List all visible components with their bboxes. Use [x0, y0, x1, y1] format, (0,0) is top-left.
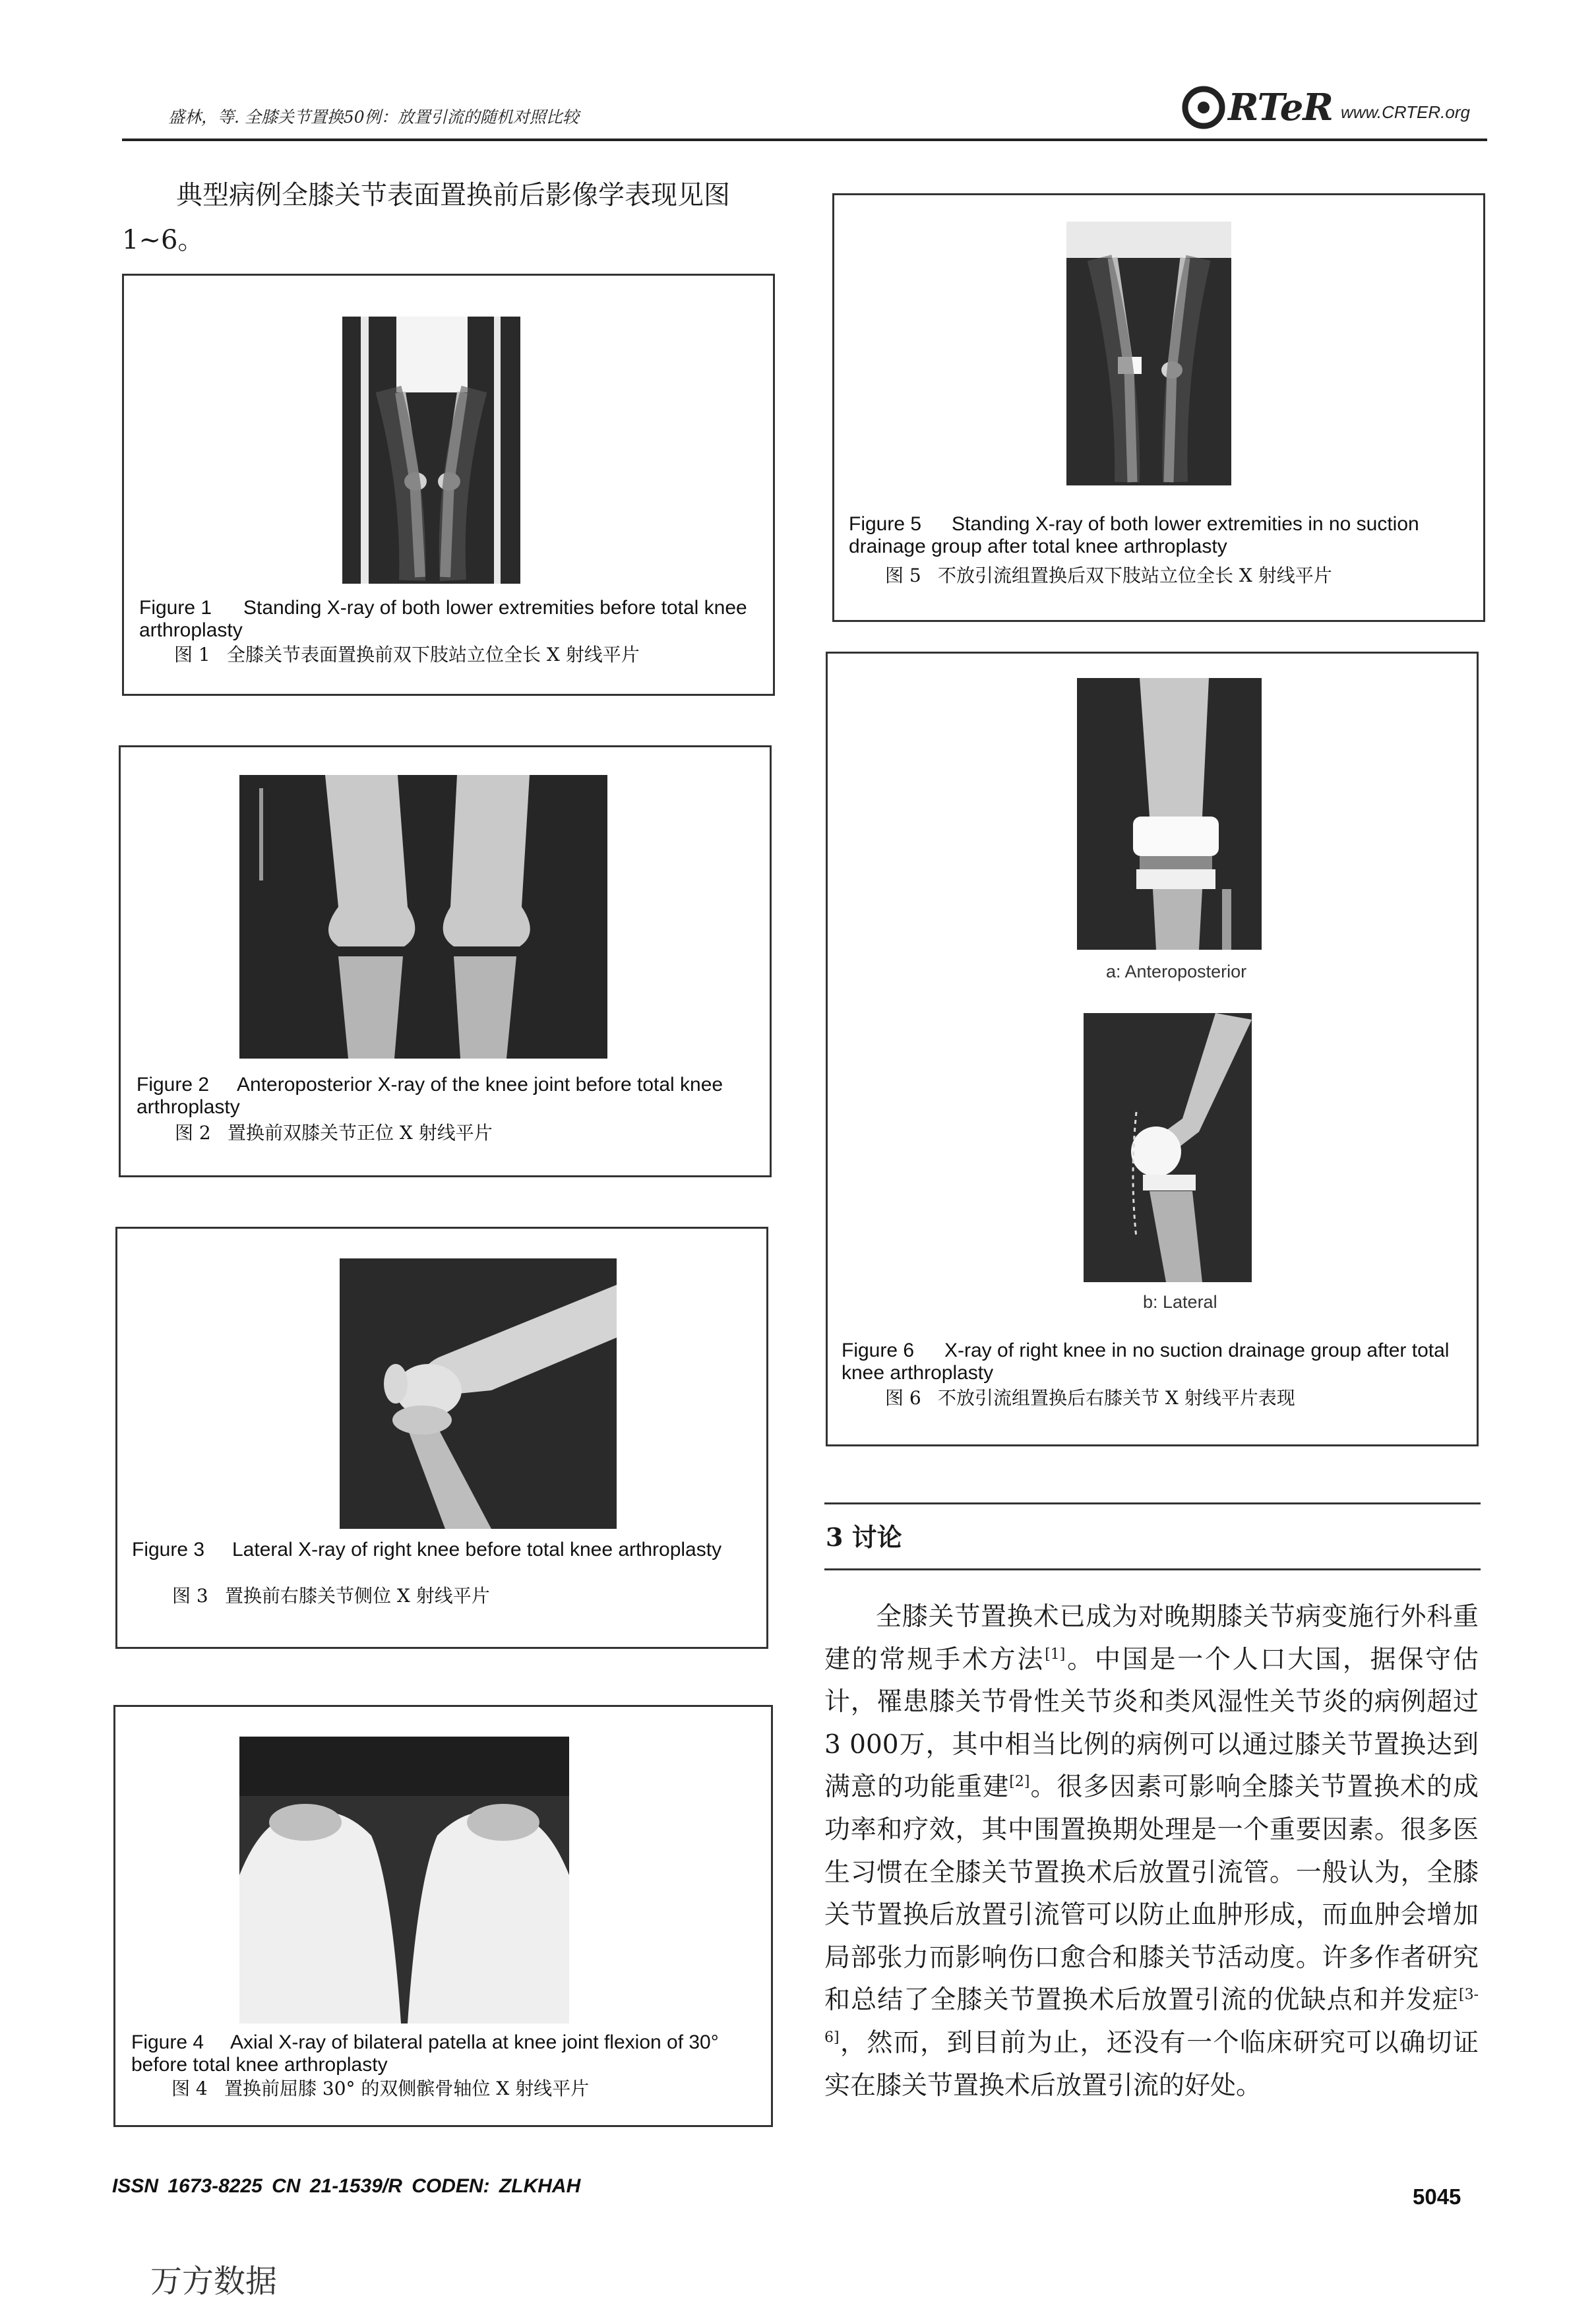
reference-1[interactable]: [1] — [1045, 1646, 1066, 1663]
figure-6-label-zh: 图 6 — [885, 1387, 921, 1409]
figure-3-label-zh: 图 3 — [172, 1585, 208, 1607]
figure-4-caption-en — [131, 2031, 764, 2076]
discussion-text-4: ，然而，到目前为止，还没有一个临床研究可以确切证实在膝关节置换术后放置引流的好处。 — [824, 2027, 1479, 2101]
reference-3-6[interactable]: [3-6] — [824, 1987, 1479, 2046]
section-rule-bottom — [824, 1568, 1481, 1570]
figure-6a-image — [1077, 678, 1262, 950]
figure-4-caption-text: Axial X-ray of bilateral patella at knee joint flexion of 30° before total knee arthroplasty — [131, 2031, 719, 2076]
figure-6b-label: b: Lateral — [1143, 1292, 1217, 1312]
figure-5-caption-text: Standing X-ray of both lower extremities in no suction drainage group after total knee arthroplasty — [849, 513, 1419, 557]
xray-patella-axial-icon — [239, 1737, 569, 2024]
figure-5-caption-en — [849, 513, 1482, 558]
figure-1-caption-zh-text: 全膝关节表面置换前双下肢站立位全长 X 射线平片 — [227, 644, 640, 665]
figure-1-image — [342, 317, 520, 584]
figure-1-label-en: Figure 1 — [139, 597, 212, 619]
figure-1-label-zh: 图 1 — [174, 644, 210, 665]
figure-1 — [122, 274, 775, 696]
intro-paragraph: 典型病例全膝关节表面置换前后影像学表现见图1~6。 — [122, 180, 730, 255]
figure-1-caption-text: Standing X-ray of both lower extremities before total knee arthroplasty — [139, 597, 747, 641]
figure-2-caption-zh-text: 置换前双膝关节正位 X 射线平片 — [228, 1122, 493, 1144]
discussion-paragraph — [824, 1596, 1479, 2107]
footer-issn: ISSN 1673-8225 CN 21-1539/R CODEN: ZLKHAH — [112, 2175, 581, 2197]
figure-3-caption-text: Lateral X-ray of right knee before total knee arthroplasty — [232, 1539, 722, 1560]
figure-2 — [119, 745, 772, 1177]
discussion-text-3: 。很多因素可影响全膝关节置换术的成功率和疗效，其中围置换期处理是一个重要因素。很多医生习惯在全膝关节置换术后放置引流管。一般认为，全膝关节置换后放置引流管可以防止血肿形成，而血肿会增加局部张力而影响伤口愈合和膝关节活动度。许多作者研究和总结了全膝关节置换术后放置引流的优缺点和并发症 — [824, 1772, 1479, 2016]
figure-3-label-en: Figure 3 — [132, 1539, 205, 1560]
section-3-heading: 3 讨论 — [826, 1522, 902, 1552]
figure-5-image — [1066, 222, 1231, 485]
figure-5-label-en: Figure 5 — [849, 513, 922, 535]
figure-4-label-en: Figure 4 — [131, 2031, 204, 2053]
figure-2-caption-zh — [175, 1122, 493, 1144]
page-number: 5045 — [1413, 2184, 1461, 2209]
reference-2[interactable]: [2] — [1009, 1774, 1030, 1791]
figure-5-caption-zh — [885, 565, 1332, 587]
header-rule — [122, 139, 1487, 141]
figure-3-caption-zh-text: 置换前右膝关节侧位 X 射线平片 — [225, 1585, 490, 1607]
figure-1-caption-zh — [174, 644, 640, 666]
wanfang-watermark: 万方数据 — [150, 2263, 278, 2300]
figure-5 — [832, 193, 1485, 622]
xray-knee-lateral-implant-icon — [1084, 1013, 1252, 1282]
figure-4-label-zh: 图 4 — [171, 2078, 208, 2099]
figure-6-label-en: Figure 6 — [842, 1340, 915, 1361]
figure-2-label-zh: 图 2 — [175, 1122, 211, 1144]
section-rule-top — [824, 1502, 1481, 1504]
figure-3-caption-zh — [172, 1585, 490, 1607]
figure-2-label-en: Figure 2 — [137, 1074, 210, 1096]
xray-knee-ap-implant-icon — [1077, 678, 1262, 950]
figure-6 — [826, 652, 1479, 1446]
figure-1-caption-en — [139, 597, 759, 642]
figure-6-caption-text: X-ray of right knee in no suction drainage group after total knee arthroplasty — [842, 1340, 1450, 1384]
xray-standing-legs-icon — [342, 317, 520, 584]
discussion-text-2: 。中国是一个人口大国，据保守估计，罹患膝关节骨性关节炎和类风湿性关节炎的病例超过3 000万，其中相当比例的病例可以通过膝关节置换达到满意的功能重建 — [824, 1644, 1479, 1803]
figure-3-image — [340, 1258, 617, 1529]
running-head: 盛林，等. 全膝关节置换50例：放置引流的随机对照比较 — [168, 108, 579, 127]
figure-6a-label: a: Anteroposterior — [1106, 962, 1247, 981]
figure-5-caption-zh-text: 不放引流组置换后双下肢站立位全长 X 射线平片 — [938, 565, 1332, 586]
xray-knee-lateral-icon — [340, 1258, 617, 1529]
xray-standing-legs-postop-icon — [1066, 222, 1231, 485]
figure-4-caption-zh — [171, 2078, 589, 2100]
journal-logo — [1182, 84, 1470, 131]
xray-knee-ap-icon — [239, 775, 607, 1059]
figure-2-caption-en — [137, 1074, 730, 1119]
crter-logo-icon — [1182, 86, 1225, 129]
figure-3-caption-en — [132, 1539, 725, 1561]
logo-text: RTeR — [1228, 86, 1333, 129]
figure-3 — [115, 1227, 768, 1649]
figure-6b-image — [1084, 1013, 1252, 1282]
journal-url: www.CRTER.org — [1340, 102, 1470, 122]
figure-2-caption-text: Anteroposterior X-ray of the knee joint before total knee arthroplasty — [137, 1074, 723, 1118]
figure-4-image — [239, 1737, 569, 2024]
discussion-text-1: 全膝关节置换术已成为对晚期膝关节病变施行外科重建的常规手术方法 — [824, 1602, 1479, 1675]
figure-6-caption-en — [842, 1340, 1475, 1384]
figure-6-caption-zh — [885, 1387, 1295, 1409]
figure-6-caption-zh-text: 不放引流组置换后右膝关节 X 射线平片表现 — [938, 1387, 1295, 1409]
figure-2-image — [239, 775, 607, 1059]
figure-4 — [113, 1705, 773, 2127]
figure-5-label-zh: 图 5 — [885, 565, 921, 586]
figure-4-caption-zh-text: 置换前屈膝 30° 的双侧髌骨轴位 X 射线平片 — [224, 2078, 590, 2099]
